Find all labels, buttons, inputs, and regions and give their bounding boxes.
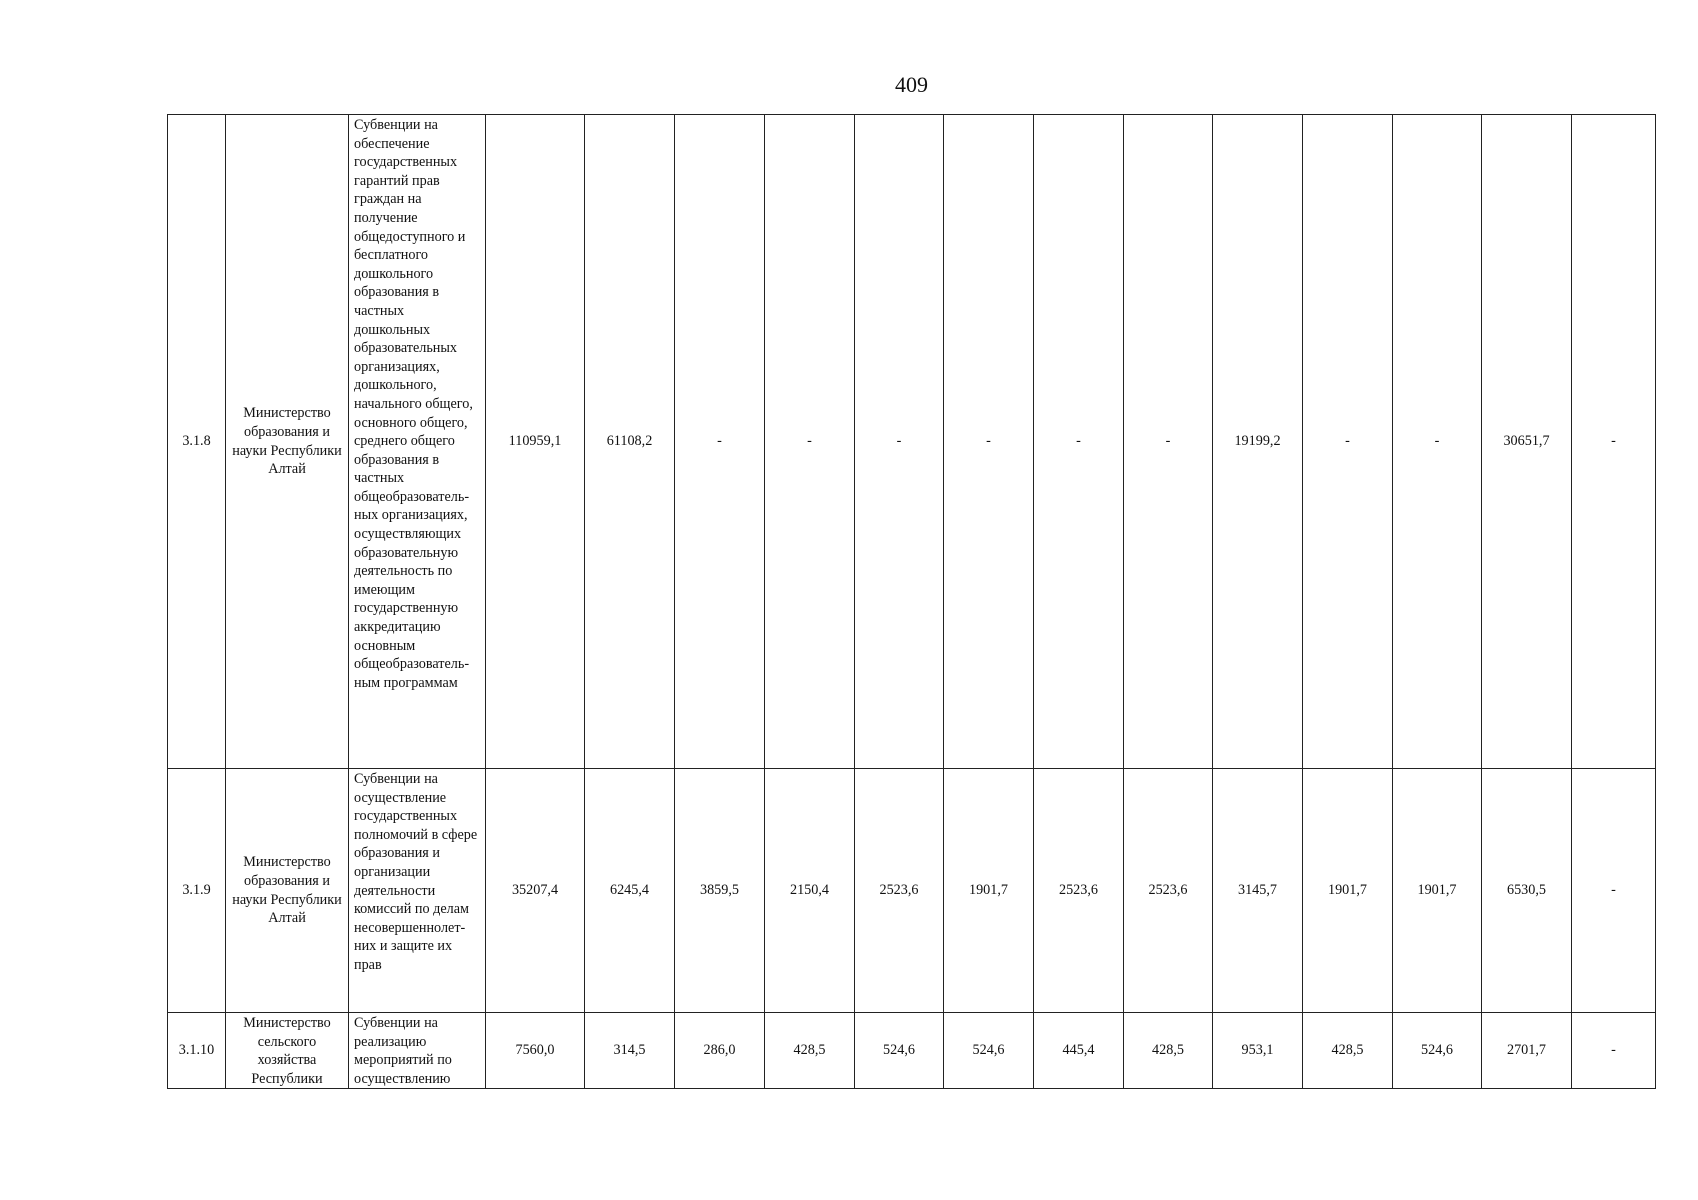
value-cell: 3859,5 [675, 769, 765, 1013]
row-code: 3.1.10 [168, 1013, 226, 1089]
value-cell: 30651,7 [1482, 115, 1572, 769]
budget-table [167, 114, 1656, 1089]
value-cell: 2150,4 [765, 769, 855, 1013]
value-cell: - [765, 115, 855, 769]
value-cell: - [944, 115, 1034, 769]
value-cell: 7560,0 [486, 1013, 585, 1089]
value-cell: - [675, 115, 765, 769]
value-cell: - [855, 115, 944, 769]
value-cell: 445,4 [1034, 1013, 1124, 1089]
value-cell: - [1034, 115, 1124, 769]
value-cell: - [1124, 115, 1213, 769]
row-code: 3.1.9 [168, 769, 226, 1013]
value-cell: - [1572, 115, 1656, 769]
value-cell: 2523,6 [1124, 769, 1213, 1013]
value-cell: 6530,5 [1482, 769, 1572, 1013]
value-cell: 314,5 [585, 1013, 675, 1089]
value-cell: 6245,4 [585, 769, 675, 1013]
value-cell: 428,5 [1303, 1013, 1393, 1089]
value-cell: 524,6 [944, 1013, 1034, 1089]
table-row [168, 1013, 1656, 1089]
value-cell: 428,5 [1124, 1013, 1213, 1089]
row-description: Субвенции на осуществление государственных полномочий в сфере образования и организации деятельности комиссий по делам несовершеннолет-них и защите их прав [349, 769, 486, 1013]
table-row [168, 115, 1656, 769]
value-cell: 35207,4 [486, 769, 585, 1013]
value-cell: 61108,2 [585, 115, 675, 769]
value-cell: - [1393, 115, 1482, 769]
value-cell: 1901,7 [1303, 769, 1393, 1013]
row-code: 3.1.8 [168, 115, 226, 769]
row-organization: Министерство сельского хозяйства Республики [226, 1013, 349, 1089]
value-cell: 2523,6 [1034, 769, 1124, 1013]
row-organization: Министерство образования и науки Республики Алтай [226, 115, 349, 769]
value-cell: 3145,7 [1213, 769, 1303, 1013]
value-cell: 19199,2 [1213, 115, 1303, 769]
value-cell: 428,5 [765, 1013, 855, 1089]
value-cell: 110959,1 [486, 115, 585, 769]
table-row [168, 769, 1656, 1013]
value-cell: 524,6 [855, 1013, 944, 1089]
value-cell: - [1303, 115, 1393, 769]
value-cell: 524,6 [1393, 1013, 1482, 1089]
table-body [168, 115, 1656, 1089]
row-description: Субвенции на реализацию мероприятий по осуществлению [349, 1013, 486, 1089]
value-cell: - [1572, 1013, 1656, 1089]
value-cell: 286,0 [675, 1013, 765, 1089]
value-cell: 1901,7 [1393, 769, 1482, 1013]
value-cell: 953,1 [1213, 1013, 1303, 1089]
value-cell: 1901,7 [944, 769, 1034, 1013]
row-description: Субвенции на обеспечение государственных гарантий прав граждан на получение общедоступного и бесплатного дошкольного образования в частных дошкольных образовательных организациях, дошкольного, начального общего, основного общего, среднего общего образования в частных общеобразователь-ных организациях, осуществляющих образовательную деятельность по имеющим государственную аккредитацию основным общеобразователь-ным программам [349, 115, 486, 769]
page-number: 409 [895, 72, 928, 97]
value-cell: 2523,6 [855, 769, 944, 1013]
row-organization: Министерство образования и науки Республики Алтай [226, 769, 349, 1013]
value-cell: 2701,7 [1482, 1013, 1572, 1089]
value-cell: - [1572, 769, 1656, 1013]
